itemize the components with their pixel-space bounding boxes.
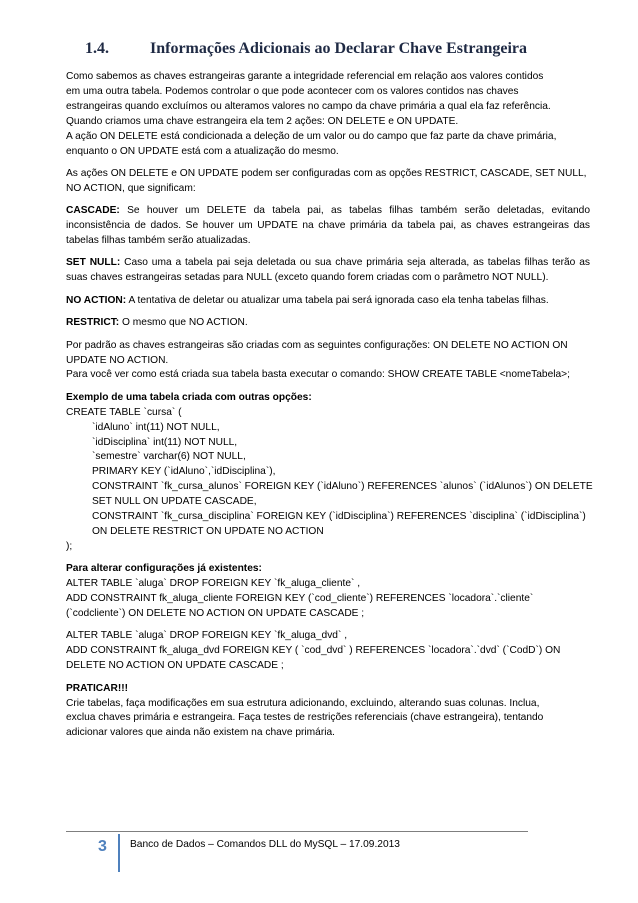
example-label-text: Exemplo de uma tabela criada com outras opções: — [66, 391, 312, 403]
restrict-paragraph — [66, 316, 590, 331]
text-line: Como sabemos as chaves estrangeiras garante a integridade referencial em relação aos valores contidos — [66, 71, 544, 82]
restrict-text: O mesmo que NO ACTION. — [119, 317, 248, 329]
text-line: Por padrão as chaves estrangeiras são criadas com as seguintes configurações: ON DELETE NO ACTION ON — [66, 339, 568, 351]
practice-label — [66, 682, 590, 697]
example-label — [66, 391, 590, 406]
section-heading — [85, 40, 527, 58]
text-line: Para você ver como está criada sua tabela basta executar o comando: SHOW CREATE TABLE <nomeTabela>; — [66, 369, 570, 381]
practice-label-text: PRATICAR!!! — [66, 682, 129, 694]
code-line: PRIMARY KEY (`idAluno`,`idDisciplina`), — [92, 466, 276, 478]
text-line: NO ACTION, que significam: — [66, 182, 196, 194]
text-line: suas chaves estrangeiras setadas para NULL (exceto quando forem criadas com o parâmetro NOT NULL). — [66, 272, 549, 284]
set-null-label: SET NULL: — [66, 257, 121, 269]
footer-accent-bar — [118, 834, 120, 872]
document-body — [66, 70, 593, 749]
footer-text: Banco de Dados – Comandos DLL do MySQL – 17.09.2013 — [130, 839, 400, 850]
example-block — [66, 391, 593, 555]
cascade-text: Se houver um DELETE da tabela pai, as tabelas filhas também serão deletadas, evitando — [119, 205, 590, 217]
text-line: estrangeiras quando excluímos ou alteramos valores no campo da chave primária a qual ela faz referência. — [66, 100, 551, 112]
alter-label-text: Para alterar configurações já existentes: — [66, 563, 262, 575]
restrict-label: RESTRICT: — [66, 317, 120, 329]
text-line: enquanto o ON UPDATE está com a atualização do mesmo. — [66, 145, 339, 157]
no-action-label: NO ACTION: — [66, 294, 127, 306]
text-line: exclua chaves primária e estrangeira. Faça testes de restrições referenciais (chave estrangeira), tentando — [66, 712, 544, 724]
section-number: 1.4. — [85, 40, 109, 57]
footer-divider — [66, 831, 528, 832]
text-line — [66, 294, 590, 309]
code-line: (`codcliente`) ON DELETE NO ACTION ON UPDATE CASCADE ; — [66, 608, 365, 619]
page-number: 3 — [98, 838, 107, 855]
section-title: Informações Adicionais ao Declarar Chave Estrangeira — [150, 40, 527, 57]
code-line: `idAluno` int(11) NOT NULL, — [92, 421, 220, 433]
set-null-text: Caso uma a tabela pai seja deletada ou sua chave primária seja alterada, as tabelas filhas terão as — [120, 257, 590, 269]
text-line: UPDATE NO ACTION. — [66, 354, 169, 366]
no-action-paragraph — [66, 294, 590, 309]
alter-label — [66, 562, 590, 577]
code-line: ALTER TABLE `aluga` DROP FOREIGN KEY `fk_aluga_cliente` , — [66, 578, 361, 590]
text-line: Quando criamos uma chave estrangeira ela tem 2 ações: ON DELETE e ON UPDATE. — [66, 115, 459, 127]
text-line — [66, 204, 590, 219]
text-line: tabelas filhas também serão atualizadas. — [66, 235, 251, 247]
text-line: em uma outra tabela. Podemos controlar o que pode acontecer com os valores contidos nas chaves — [66, 85, 519, 97]
alter-block-1 — [66, 562, 590, 622]
code-line: DELETE NO ACTION ON UPDATE CASCADE ; — [66, 660, 284, 672]
practice-block — [66, 682, 590, 742]
text-line: A ação ON DELETE está condicionada a deleção de um valor ou do campo que faz parte da chave primária, — [66, 130, 557, 142]
code-line: `semestre` varchar(6) NOT NULL, — [92, 451, 246, 463]
no-action-text: A tentativa de deletar ou atualizar uma tabela pai será ignorada caso ela tenha tabelas filhas. — [126, 294, 549, 306]
code-line: ADD CONSTRAINT fk_aluga_dvd FOREIGN KEY ( `cod_dvd` ) REFERENCES `locadora`.`dvd` (`CodD`) ON — [66, 645, 561, 657]
code-line: CONSTRAINT `fk_cursa_disciplina` FOREIGN KEY (`idDisciplina`) REFERENCES `disciplina` (`idDisciplina`) — [92, 511, 586, 523]
code-line: CREATE TABLE `cursa` ( — [66, 406, 182, 418]
code-line: CONSTRAINT `fk_cursa_alunos` FOREIGN KEY (`idAluno`) REFERENCES `alunos` (`idAlunos`) ON DELETE — [92, 481, 593, 493]
text-line — [66, 256, 590, 271]
code-line: ALTER TABLE `aluga` DROP FOREIGN KEY `fk_aluga_dvd` , — [66, 630, 348, 642]
text-line: As ações ON DELETE e ON UPDATE podem ser configuradas com as opções RESTRICT, CASCADE, SET NULL, — [66, 167, 587, 179]
alter-block-2 — [66, 629, 590, 674]
intro-paragraph — [66, 70, 590, 159]
defaults-paragraph — [66, 339, 590, 384]
code-line: ADD CONSTRAINT fk_aluga_cliente FOREIGN KEY (`cod_cliente`) REFERENCES `locadora`.`cliente` — [66, 593, 534, 605]
cascade-label: CASCADE: — [66, 205, 120, 217]
code-line: ON DELETE RESTRICT ON UPDATE NO ACTION — [92, 525, 324, 537]
code-line: `idDisciplina` int(11) NOT NULL, — [92, 436, 238, 448]
text-line — [66, 316, 590, 331]
set-null-paragraph — [66, 256, 590, 286]
code-line: ); — [66, 540, 73, 552]
text-line: adicionar valores que ainda não existem na chave primária. — [66, 727, 335, 739]
cascade-paragraph — [66, 204, 590, 249]
text-line: Crie tabelas, faça modificações em sua estrutura adicionando, excluindo, alterando suas colunas. Inclua, — [66, 697, 540, 709]
text-line: inconsistência de dados. Se houver um UPDATE na chave primária da tabela pai, as chaves estrangeiras das — [66, 220, 590, 232]
code-line: SET NULL ON UPDATE CASCADE, — [92, 496, 257, 508]
options-paragraph — [66, 167, 590, 197]
